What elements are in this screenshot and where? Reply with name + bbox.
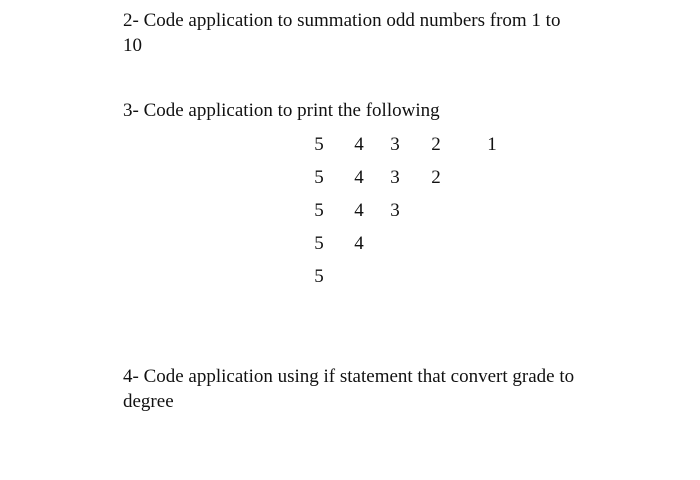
pattern-number: 1	[487, 134, 497, 155]
pattern-number: 2	[431, 167, 441, 188]
pattern-number: 5	[314, 134, 324, 155]
pattern-number: 3	[390, 134, 400, 155]
question-2-text-continued: 10	[123, 35, 142, 56]
pattern-number: 3	[390, 200, 400, 221]
pattern-number: 4	[354, 134, 364, 155]
pattern-number: 5	[314, 233, 324, 254]
pattern-number: 5	[314, 266, 324, 287]
pattern-number: 3	[390, 167, 400, 188]
pattern-number: 5	[314, 200, 324, 221]
question-2-text: 2- Code application to summation odd numbers from 1 to	[123, 10, 561, 31]
pattern-number: 2	[431, 134, 441, 155]
pattern-number: 4	[354, 167, 364, 188]
question-3-text: 3- Code application to print the following	[123, 100, 440, 121]
pattern-number: 4	[354, 200, 364, 221]
pattern-number: 5	[314, 167, 324, 188]
question-4-text-continued: degree	[123, 391, 174, 412]
pattern-number: 4	[354, 233, 364, 254]
question-4-text: 4- Code application using if statement that convert grade to	[123, 366, 575, 387]
